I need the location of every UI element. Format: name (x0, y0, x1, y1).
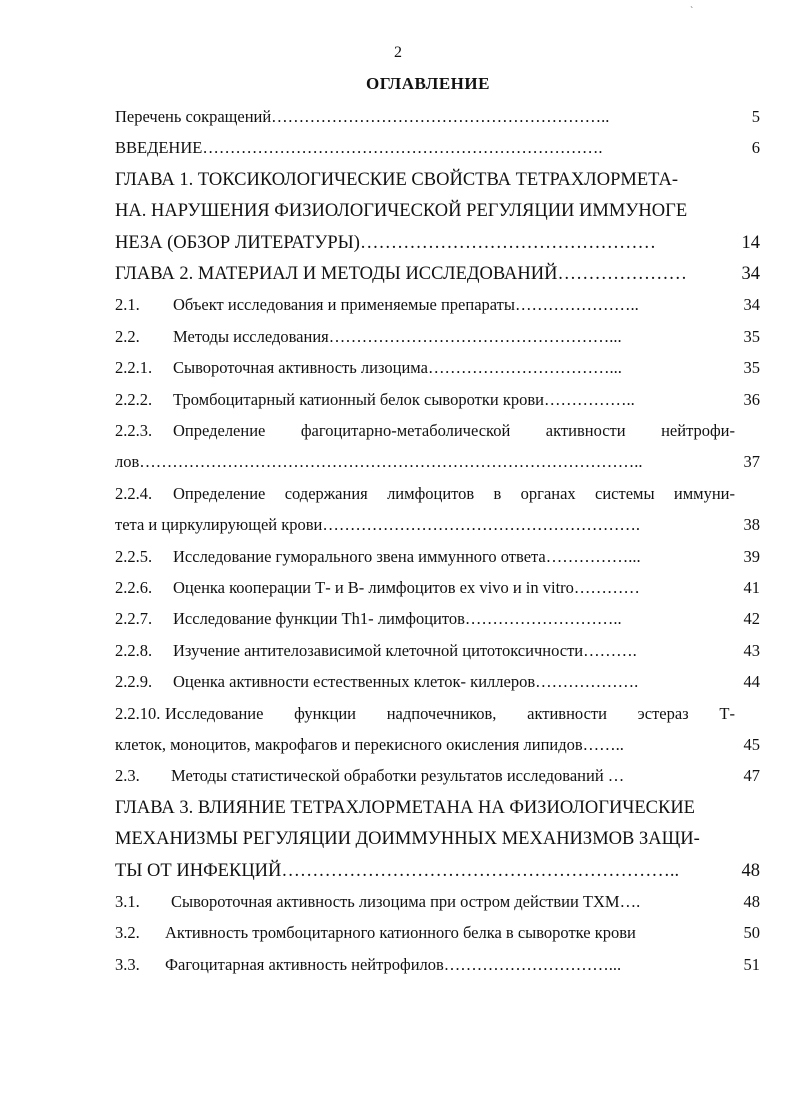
toc-entry (115, 510, 760, 540)
toc-entry (115, 196, 760, 226)
section-title: ГЛАВА 1. ТОКСИКОЛОГИЧЕСКИЕ СВОЙСТВА ТЕТРАХЛОРМЕТА- (115, 169, 679, 190)
toc-entry (115, 416, 760, 446)
toc-entry (115, 856, 760, 886)
page-ref: 5 (751, 107, 760, 126)
toc-entry (115, 290, 760, 320)
section-number: 2.2.7. (115, 609, 153, 629)
section-title: ВВЕДЕНИЕ………………………………………………………………. (115, 138, 603, 158)
section-title: Тромбоцитарный катионный белок сыворотки крови…………….. (173, 389, 635, 409)
section-title: тета и циркулирующей крови…………………………………………………. (115, 515, 640, 535)
section-title: Перечень сокращений…………………………………………………….. (115, 107, 610, 126)
section-number: 2.2.4. (115, 483, 153, 503)
page-ref: 38 (743, 515, 760, 535)
toc-entry (115, 573, 760, 603)
page-ref: 6 (751, 138, 760, 158)
toc-entry (115, 322, 760, 352)
section-number: 2.2.3. (115, 421, 153, 440)
section-number: 2.2.8. (115, 640, 153, 660)
page-ref: 35 (743, 358, 760, 378)
page-ref: 34 (743, 295, 760, 315)
toc-entry (115, 385, 760, 415)
section-title: Объект исследования и применяемые препараты………………….. (173, 295, 639, 315)
section-title: Исследование функции Th1- лимфоцитов……………………….. (173, 609, 622, 629)
section-number: 2.2. (115, 326, 140, 346)
page-ref: 51 (743, 954, 760, 974)
page-ref: 50 (743, 923, 760, 943)
section-title: Сывороточная активность лизоцима……………………………... (173, 358, 622, 378)
section-number: 3.2. (115, 923, 140, 943)
page-ref: 34 (741, 264, 760, 284)
page-ref: 36 (743, 389, 760, 409)
section-title: Фагоцитарная активность нейтрофилов…………………………... (165, 954, 622, 974)
toc-entry (115, 102, 760, 132)
section-title: Исследование гуморального звена иммунного ответа……………... (173, 546, 641, 566)
section-title: Исследование функции надпочечников, активности эстераз Т- (165, 703, 735, 723)
toc-entry (115, 793, 760, 823)
section-title: НА. НАРУШЕНИЯ ФИЗИОЛОГИЧЕСКОЙ РЕГУЛЯЦИИ ИММУНОГЕ (115, 201, 688, 222)
section-title: МЕХАНИЗМЫ РЕГУЛЯЦИИ ДОИММУННЫХ МЕХАНИЗМОВ ЗАЩИ- (115, 829, 700, 850)
section-title: Оценка активности естественных клеток- киллеров………………. (173, 672, 639, 692)
page-ref: 14 (741, 232, 760, 253)
section-title: ТЫ ОТ ИНФЕКЦИЙ……………………………………………………….. (115, 860, 680, 881)
page-ref: 41 (743, 578, 760, 597)
section-title: Методы статистической обработки результатов исследований … (171, 766, 625, 786)
page-number: 2 (394, 44, 402, 61)
toc-entry (115, 667, 760, 697)
section-title: Сывороточная активность лизоцима при остром действии ТХМ…. (171, 892, 641, 911)
toc-entry (115, 761, 760, 791)
section-title: ГЛАВА 2. МАТЕРИАЛ И МЕТОДЫ ИССЛЕДОВАНИЙ………………… (115, 264, 687, 284)
toc-entry (115, 353, 760, 383)
section-title: Активность тромбоцитарного катионного белка в сыворотке крови (165, 923, 636, 943)
page-title: ОГЛАВЛЕНИЕ (366, 74, 490, 93)
section-title: ГЛАВА 3. ВЛИЯНИЕ ТЕТРАХЛОРМЕТАНА НА ФИЗИОЛОГИЧЕСКИЕ (115, 797, 695, 818)
toc-entry (115, 918, 760, 948)
section-title: Определение содержания лимфоцитов в органах системы иммуни- (173, 483, 735, 503)
section-number: 2.2.10. (115, 703, 161, 723)
page-ref: 42 (743, 609, 760, 629)
page-ref: 35 (743, 326, 760, 346)
toc-entry (115, 165, 760, 195)
toc-entry (115, 887, 760, 917)
toc-entry (115, 447, 760, 477)
toc-entry (115, 636, 760, 666)
section-title: НЕЗА (ОБЗОР ЛИТЕРАТУРЫ)………………………………………… (115, 232, 656, 253)
toc-entry (115, 228, 760, 258)
section-number: 2.2.2. (115, 389, 153, 409)
toc-entry (115, 133, 760, 163)
section-title: Изучение антителозависимой клеточной цитотоксичности………. (173, 640, 637, 660)
section-number: 2.2.1. (115, 358, 153, 378)
page-ref: 37 (743, 452, 760, 472)
section-title: Методы исследования……………………………………………... (173, 326, 622, 346)
toc-entry (115, 542, 760, 572)
section-title: Определение фагоцитарно-метаболической активности нейтрофи- (173, 421, 735, 440)
section-title: лов……………………………………………………………………………….. (115, 452, 643, 472)
toc-entry (115, 604, 760, 634)
section-title: Оценка кооперации Т- и В- лимфоцитов ex vivo и in vitro………… (173, 578, 640, 597)
section-title: клеток, моноцитов, макрофагов и перекисного окисления липидов…….. (115, 735, 624, 754)
toc-entry (115, 730, 760, 760)
page-ref: 48 (741, 860, 760, 881)
toc-entry (115, 479, 760, 509)
page-ref: 43 (743, 640, 760, 660)
toc-entry (115, 824, 760, 854)
section-number: 2.1. (115, 295, 140, 315)
page-ref: 39 (743, 546, 760, 566)
toc-entry (115, 950, 760, 980)
section-number: 2.2.5. (115, 546, 153, 566)
toc-entry (115, 699, 760, 729)
page-ref: 48 (743, 892, 760, 911)
section-number: 2.3. (115, 766, 140, 786)
page-ref: 47 (743, 766, 760, 786)
section-number: 3.3. (115, 954, 140, 974)
section-number: 2.2.9. (115, 672, 153, 692)
section-number: 2.2.6. (115, 578, 153, 597)
section-number: 3.1. (115, 892, 140, 911)
toc-entry (115, 259, 760, 289)
page-ref: 44 (743, 672, 760, 692)
scan-mark: ` (690, 6, 694, 17)
page-ref: 45 (743, 735, 760, 754)
